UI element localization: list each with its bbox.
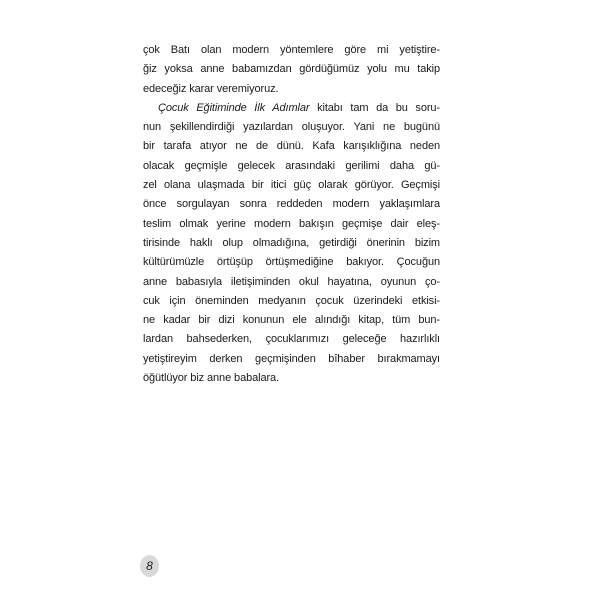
text-line: önce sorgulayan sonra reddeden modern yaklaşımlara xyxy=(143,198,440,211)
text-line: edeceğiz karar veremiyoruz. xyxy=(143,82,279,95)
text-line: yetiştireyim derken geçmişinden bîhaber bırakmamayı xyxy=(143,352,440,365)
text-line: ğiz yoksa anne babamızdan gördüğümüz yolu mu takip xyxy=(143,63,440,76)
text-line: kültürümüzle örtüşüp örtüşmediğine bakıyor. Çocuğun xyxy=(143,256,440,269)
text-line: zel olana ulaşmada bir itici güç olarak görüyor. Geçmişi xyxy=(143,179,440,192)
page-number: 8 xyxy=(146,559,153,573)
text-line: nun şekillendirdiği yazılardan oluşuyor. Yani ne bugünü xyxy=(143,121,440,134)
text-line: lardan bahsederken, çocuklarımızı geleceğe hazırlıklı xyxy=(143,333,440,346)
text-line: anne babasıyla iletişiminden okul hayatına, oyunun ço- xyxy=(143,275,440,288)
page-number-badge xyxy=(140,555,159,577)
text-fragment: kitabı tam da bu soru- xyxy=(309,101,440,114)
text-line: ne kadar bir dizi konunun ele alındığı kitap, tüm bun- xyxy=(143,314,440,327)
text-line: cuk için öneminden medyanın çocuk üzerindeki etkisi- xyxy=(143,294,440,307)
text-line xyxy=(143,99,440,118)
book-title: Çocuk Eğitiminde İlk Adımlar xyxy=(158,101,310,114)
body-text xyxy=(143,41,440,388)
text-line: teslim olmak yerine modern bakışın geçmişe dair eleş- xyxy=(143,217,440,230)
paragraph-1 xyxy=(143,41,440,99)
text-line: bir tarafa atıyor ne de dünü. Kafa karışıklığına neden xyxy=(143,140,440,153)
text-line: tirisinde haklı olup olmadığına, getirdiği önerinin bizim xyxy=(143,236,440,249)
text-line: çok Batı olan modern yöntemlere göre mi yetiştire- xyxy=(143,44,440,56)
text-line: öğütlüyor biz anne babalara. xyxy=(143,372,280,385)
text-line: olacak geçmişle gelecek arasındaki gerilimi daha gü- xyxy=(143,159,440,172)
paragraph-2 xyxy=(143,99,440,388)
